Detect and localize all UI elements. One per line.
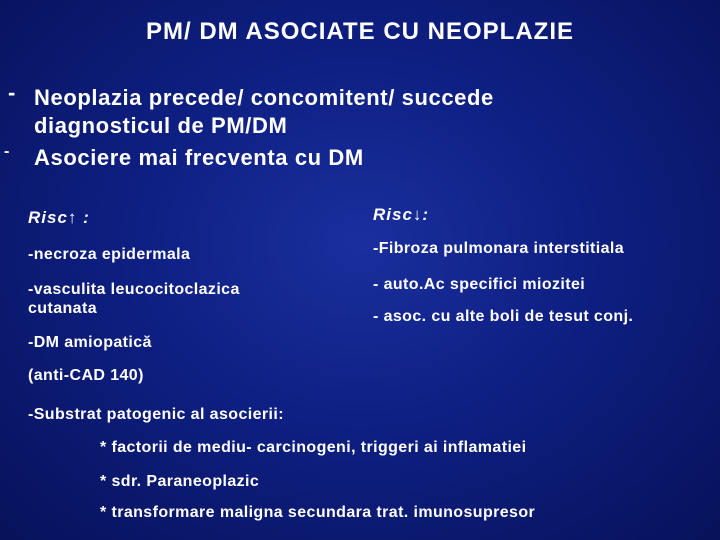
- substrate-heading: -Substrat patogenic al asocierii:: [28, 406, 284, 423]
- substrate-item-environment: * factorii de mediu- carcinogeni, triggeri ai inflamatiei: [100, 439, 527, 456]
- risk-up-item-anti-cad: (anti-CAD 140): [28, 367, 144, 384]
- bullet-dm-association: Asociere mai frecventa cu DM: [34, 145, 364, 170]
- substrate-item-malignant-transformation: * transformare maligna secundara trat. imunosupresor: [100, 504, 536, 521]
- risk-down-item-fibrosis: -Fibroza pulmonara interstitiala: [373, 240, 625, 257]
- risk-up-item-amyopathic: -DM amiopatică: [28, 334, 152, 351]
- bullet-marker-2: -: [4, 143, 10, 160]
- risk-down-item-autoantibodies: - auto.Ac specifici miozitei: [373, 276, 586, 293]
- risk-up-item-vasculitis: -vasculita leucocitoclazica cutanata: [28, 281, 240, 317]
- bullet-neoplasm-timing: Neoplazia precede/ concomitent/ succede diagnosticul de PM/DM: [34, 85, 494, 138]
- bullet-marker-1: -: [8, 80, 16, 105]
- risk-down-heading: Risc↓:: [373, 205, 430, 224]
- slide-title: PM/ DM ASOCIATE CU NEOPLAZIE: [145, 18, 574, 45]
- substrate-item-paraneoplastic: * sdr. Paraneoplazic: [100, 473, 260, 490]
- risk-down-item-connective-tissue: - asoc. cu alte boli de tesut conj.: [373, 308, 634, 325]
- risk-up-item-necrosis: -necroza epidermala: [28, 246, 191, 263]
- risk-up-heading: Risc↑ :: [28, 208, 90, 227]
